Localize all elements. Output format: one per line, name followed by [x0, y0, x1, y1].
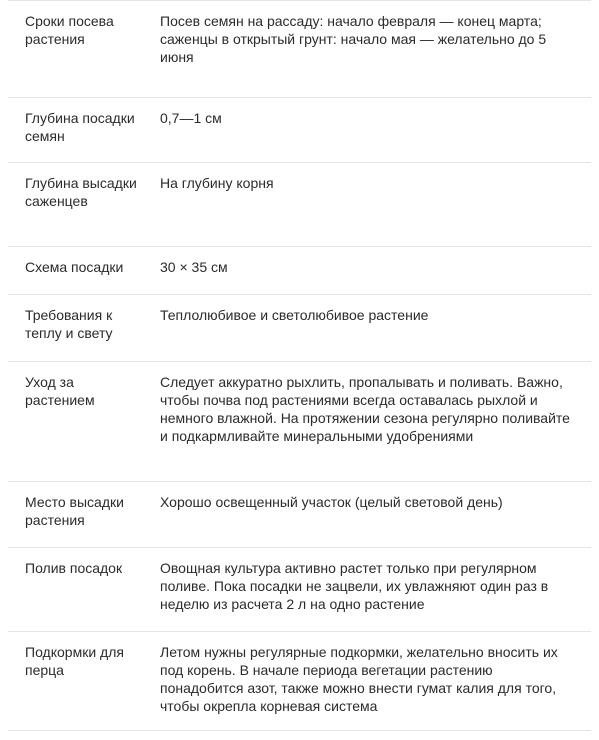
row-label: Подкормки для перца: [25, 644, 124, 678]
row-value: Посев семян на рассаду: начало февраля — конец марта; саженцы в открытый грунт: начало мая — желательно до 5 июня: [160, 13, 547, 65]
table-row: [8, 1, 591, 98]
table-row: [8, 295, 591, 362]
row-label: Схема посадки: [25, 259, 124, 275]
table-row: [8, 98, 591, 163]
row-value: На глубину корня: [160, 175, 274, 191]
table-row: [8, 632, 591, 731]
row-value: Следует аккуратно рыхлить, пропалывать и поливать. Важно, чтобы почва под растениями всегда оставалась рыхлой и немного влажной. На протяжении сезона регулярно поливайте и подкармливайте минеральными удобрениями: [160, 374, 570, 444]
table-row: [8, 482, 591, 548]
row-value: 30 × 35 см: [160, 259, 228, 275]
row-label: Полив посадок: [25, 560, 123, 576]
row-label: Уход за растением: [25, 374, 95, 408]
row-value: Хорошо освещенный участок (целый световой день): [160, 494, 503, 510]
row-label: Место высадки растения: [25, 494, 124, 528]
row-label: Сроки посева растения: [25, 13, 114, 47]
table-row: [8, 362, 591, 482]
growing-info-table: [8, 0, 591, 731]
table-row: [8, 247, 591, 295]
row-label: Требования к теплу и свету: [25, 307, 113, 341]
row-value: Овощная культура активно растет только при регулярном поливе. Пока посадки не зацвели, их увлажняют один раз в неделю из расчета 2 л на одно растение: [160, 560, 549, 612]
table-row: [8, 548, 591, 632]
table-row: [8, 163, 591, 247]
row-label: Глубина посадки семян: [25, 110, 135, 144]
row-value: 0,7—1 см: [160, 110, 222, 126]
row-value: Летом нужны регулярные подкормки, желательно вносить их под корень. В начале периода вегетации растению понадобится азот, также можно внести гумат калия для того, чтобы окрепла корневая система: [160, 644, 558, 714]
row-value: Теплолюбивое и светолюбивое растение: [160, 307, 429, 323]
row-label: Глубина высадки саженцев: [25, 175, 137, 209]
